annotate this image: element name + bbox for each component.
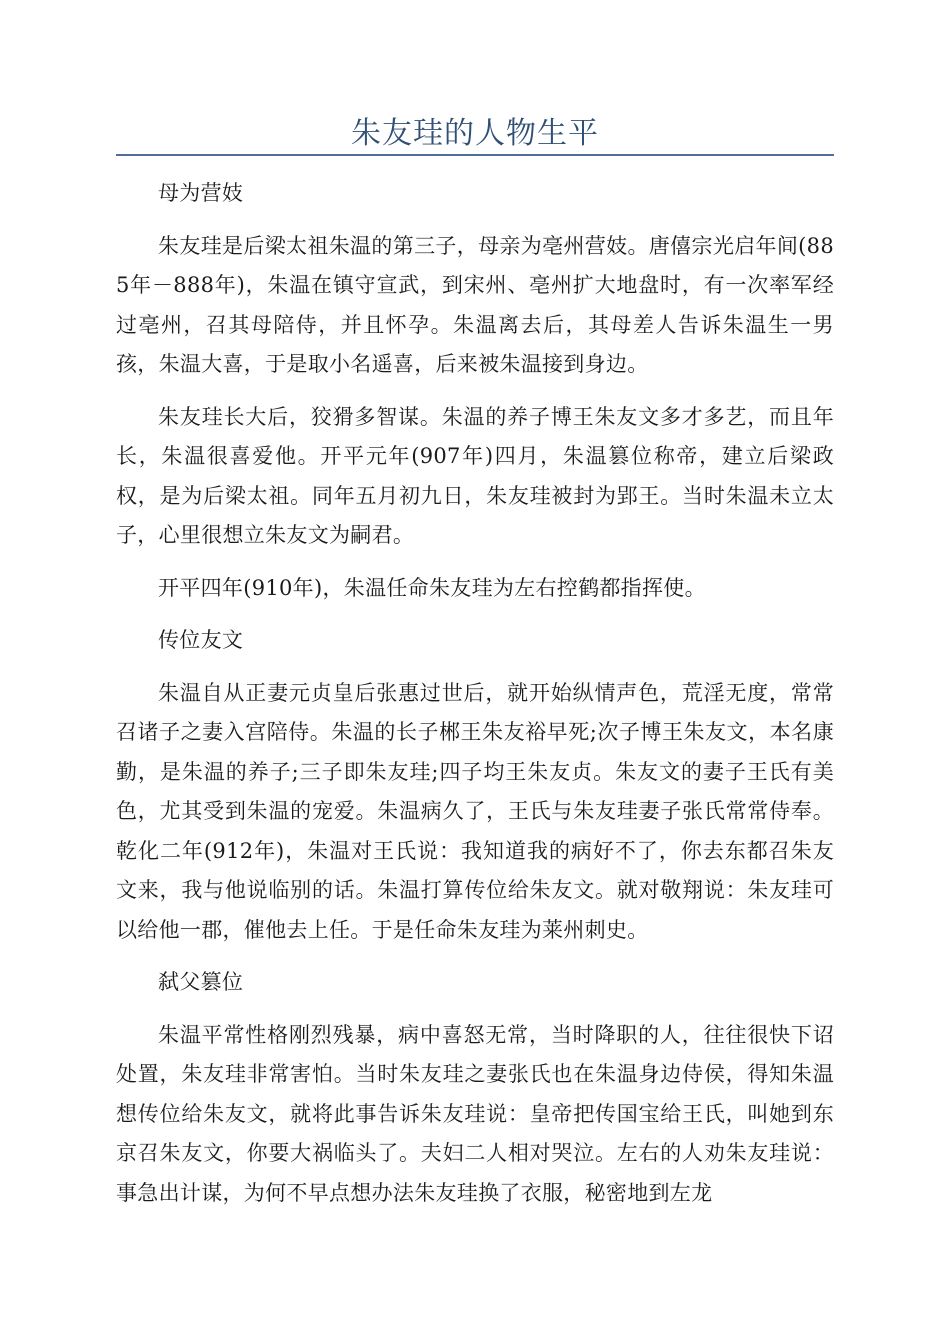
body-paragraph: 朱温自从正妻元贞皇后张惠过世后，就开始纵情声色，荒淫无度，常常召诸子之妻入宫陪侍。朱温的长子郴王朱友裕早死;次子博王朱友文，本名康勤，是朱温的养子;三子即朱友珪;四子均王朱友贞。朱友文的妻子王氏有美色，尤其受到朱温的宠爱。朱温病久了，王氏与朱友珪妻子张氏常常侍奉。乾化二年(912年)，朱温对王氏说：我知道我的病好不了，你去东都召朱友文来，我与他说临别的话。朱温打算传位给朱友文。就对敬翔说：朱友珪可以给他一郡，催他去上任。于是任命朱友珪为莱州刺史。 bbox=[116, 680, 834, 942]
section-heading-mother: 母为营妓 bbox=[158, 181, 244, 205]
document-body bbox=[116, 174, 834, 1213]
paragraph-gap bbox=[116, 608, 834, 621]
title-underline bbox=[116, 154, 834, 156]
section-heading-succession: 传位友文 bbox=[158, 628, 244, 652]
paragraph-gap bbox=[116, 950, 834, 963]
body-paragraph: 朱友珪是后梁太祖朱温的第三子，母亲为亳州营妓。唐僖宗光启年间(885年－888年)，朱温在镇守宣武，到宋州、亳州扩大地盘时，有一次率军经过亳州，召其母陪侍，并且怀孕。朱温离去后，其母差人告诉朱温生一男孩，朱温大喜，于是取小名遥喜，后来被朱温接到身边。 bbox=[116, 233, 834, 376]
page-title: 朱友珪的人物生平 bbox=[351, 116, 599, 151]
paragraph-gap bbox=[116, 661, 834, 674]
paragraph-gap bbox=[116, 556, 834, 569]
body-paragraph: 朱温平常性格刚烈残暴，病中喜怒无常，当时降职的人，往往很快下诏处置，朱友珪非常害怕。当时朱友珪之妻张氏也在朱温身边侍侯，得知朱温想传位给朱友文，就将此事告诉朱友珪说：皇帝把传国宝给王氏，叫她到东京召朱友文，你要大祸临头了。夫妇二人相对哭泣。左右的人劝朱友珪说：事急出计谋，为何不早点想办法朱友珪换了衣服，秘密地到左龙 bbox=[116, 1022, 834, 1205]
paragraph-gap bbox=[116, 1003, 834, 1016]
body-paragraph: 朱友珪长大后，狡猾多智谋。朱温的养子博王朱友文多才多艺，而且年长，朱温很喜爱他。开平元年(907年)四月，朱温篡位称帝，建立后梁政权，是为后梁太祖。同年五月初九日，朱友珪被封为郢王。当时朱温未立太子，心里很想立朱友文为嗣君。 bbox=[116, 404, 834, 547]
section-heading-usurpation: 弑父篡位 bbox=[158, 970, 244, 994]
paragraph-gap bbox=[116, 214, 834, 227]
paragraph-gap bbox=[116, 385, 834, 398]
body-paragraph: 开平四年(910年)，朱温任命朱友珪为左右控鹤都指挥使。 bbox=[158, 575, 706, 600]
